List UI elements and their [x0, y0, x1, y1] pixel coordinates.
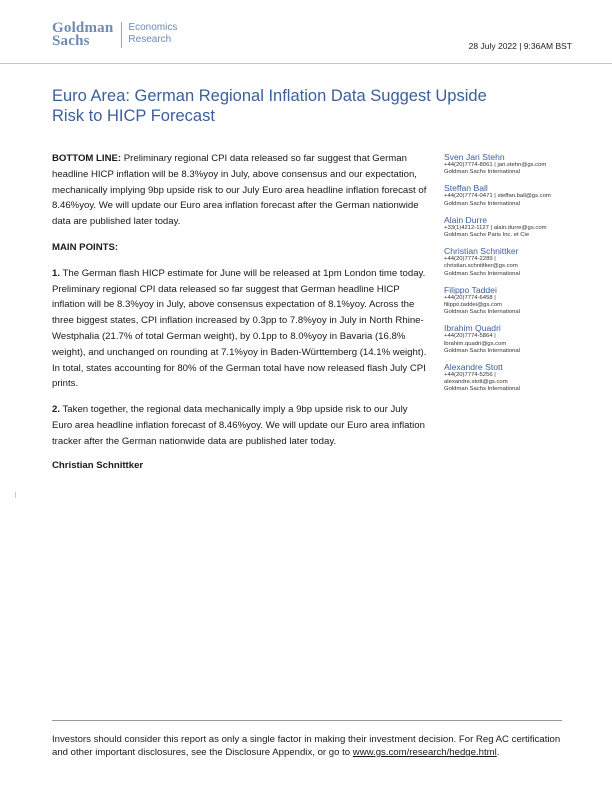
- point-1-number: 1.: [52, 267, 61, 279]
- logo-divider: [121, 22, 122, 48]
- contact-phone: +44(20)7774-6458 |: [444, 294, 496, 301]
- contact-name[interactable]: Steffan Ball: [444, 183, 488, 194]
- bottom-line-text: Preliminary regional CPI data released so far suggest that German headline HICP inflation will be 8.3%yoy in July, above consensus and our expectation, mechanically implying 9bp upside risk to our July Euro area headline inflation forecast of 8.46%yoy. We will update our Euro area inflation forecast after the German nationwide data are published later today.: [52, 153, 427, 228]
- disclosure-link[interactable]: www.gs.com/research/hedge.html: [352, 747, 497, 758]
- main-point-1: [52, 266, 430, 392]
- contact-card: [444, 246, 574, 278]
- report-body: [52, 151, 430, 483]
- contact-phone: +44(20)7774-5864 |: [444, 333, 496, 340]
- contact-detail: +44(20)7774-8061 | jari.stehn@gs.com: [444, 162, 547, 168]
- analyst-contacts: [444, 152, 574, 401]
- contact-card: [444, 152, 574, 176]
- point-1-text: The German flash HICP estimate for June will be released at 1pm London time today. Preliminary regional CPI data released so far suggest that German headline HICP inflation will be 8.3%yoy in July, above consensus expectation of 8.1%yoy. Across the three biggest states, CPI inflation increased by 0.3pp to 7.8%yoy in July in North Rhine-Westphalia (21.7% of total German weight), by 0.1pp to 8.0%yoy in Bavaria (16.8% weight), and unchanged on rounding at 7.1%yoy in Baden-Württemberg (14.1% weight). In total, states accounting for 80% of the German total have now released flash July CPI prints.: [52, 267, 427, 390]
- footer-divider: [52, 720, 562, 721]
- contact-name[interactable]: Ibrahim Quadri: [444, 323, 501, 334]
- bottom-line-paragraph: [52, 151, 430, 230]
- contact-detail: +33(1)4212-1127 | alain.durre@gs.com: [444, 224, 547, 231]
- contact-firm: Goldman Sachs International: [444, 169, 520, 176]
- dept-line-2: Research: [128, 33, 172, 45]
- department-label: [128, 22, 177, 45]
- logo-line-2: Sachs: [52, 33, 90, 49]
- contact-card: [444, 215, 574, 239]
- contact-phone: +44(20)7774-2289 |: [444, 256, 496, 263]
- contact-email: christian.schnittker@gs.com: [444, 263, 518, 270]
- gs-logo: [52, 22, 177, 48]
- contact-card: [444, 362, 574, 394]
- report-date: 28 July 2022 | 9:36AM BST: [468, 41, 572, 51]
- contact-firm: Goldman Sachs International: [444, 347, 520, 354]
- contact-card: [444, 183, 574, 207]
- contact-name[interactable]: Filippo Taddei: [444, 284, 497, 295]
- disclosure-text: Investors should consider this report as only a single factor in making their investment decision. For Reg AC certification and other important disclosures, see the Disclosure Appendix, or go to: [52, 734, 561, 758]
- contact-detail: +44(20)7774-0471 | steffan.ball@gs.com: [444, 193, 551, 200]
- contact-card: [444, 285, 574, 317]
- contact-firm: Goldman Sachs International: [444, 386, 520, 393]
- margin-mark: [15, 492, 16, 498]
- header-divider: [0, 63, 612, 64]
- report-title: Euro Area: German Regional Inflation Data Suggest Upside Risk to HICP Forecast: [52, 87, 487, 125]
- point-2-text: Taken together, the regional data mechanically imply a 9bp upside risk to our July Euro area headline inflation forecast of 8.46%yoy. We will update our Euro area inflation tracker after the German nationwide data are published later today.: [52, 404, 425, 447]
- contact-firm: Goldman Sachs International: [444, 270, 520, 277]
- contact-email: alexandre.stott@gs.com: [444, 379, 508, 386]
- contact-firm: Goldman Sachs International: [444, 200, 520, 207]
- main-points-heading: MAIN POINTS:: [52, 241, 119, 253]
- contact-firm: Goldman Sachs Paris Inc. et Cie: [444, 232, 530, 239]
- contact-name[interactable]: Sven Jari Stehn: [444, 152, 505, 162]
- author-signature: Christian Schnittker: [52, 459, 144, 471]
- contact-email: filippo.taddei@gs.com: [444, 302, 503, 309]
- contact-name[interactable]: Alexandre Stott: [444, 362, 503, 373]
- disclosure-footer: [52, 733, 572, 759]
- bottom-line-label: BOTTOM LINE:: [52, 153, 122, 164]
- contact-card: [444, 323, 574, 355]
- contact-email: ibrahim.quadri@gs.com: [444, 340, 507, 347]
- disclosure-end: .: [496, 747, 500, 758]
- contact-firm: Goldman Sachs International: [444, 309, 520, 316]
- contact-phone: +44(20)7774-5256 |: [444, 372, 496, 379]
- main-point-2: [52, 402, 430, 449]
- point-2-number: 2.: [52, 404, 61, 416]
- logo-wordmark: [52, 22, 113, 48]
- contact-name[interactable]: Alain Durre: [444, 214, 487, 225]
- dept-line-1: Economics: [128, 22, 178, 33]
- logo-line-1: Goldman: [52, 20, 114, 36]
- contact-name[interactable]: Christian Schnittker: [444, 246, 519, 257]
